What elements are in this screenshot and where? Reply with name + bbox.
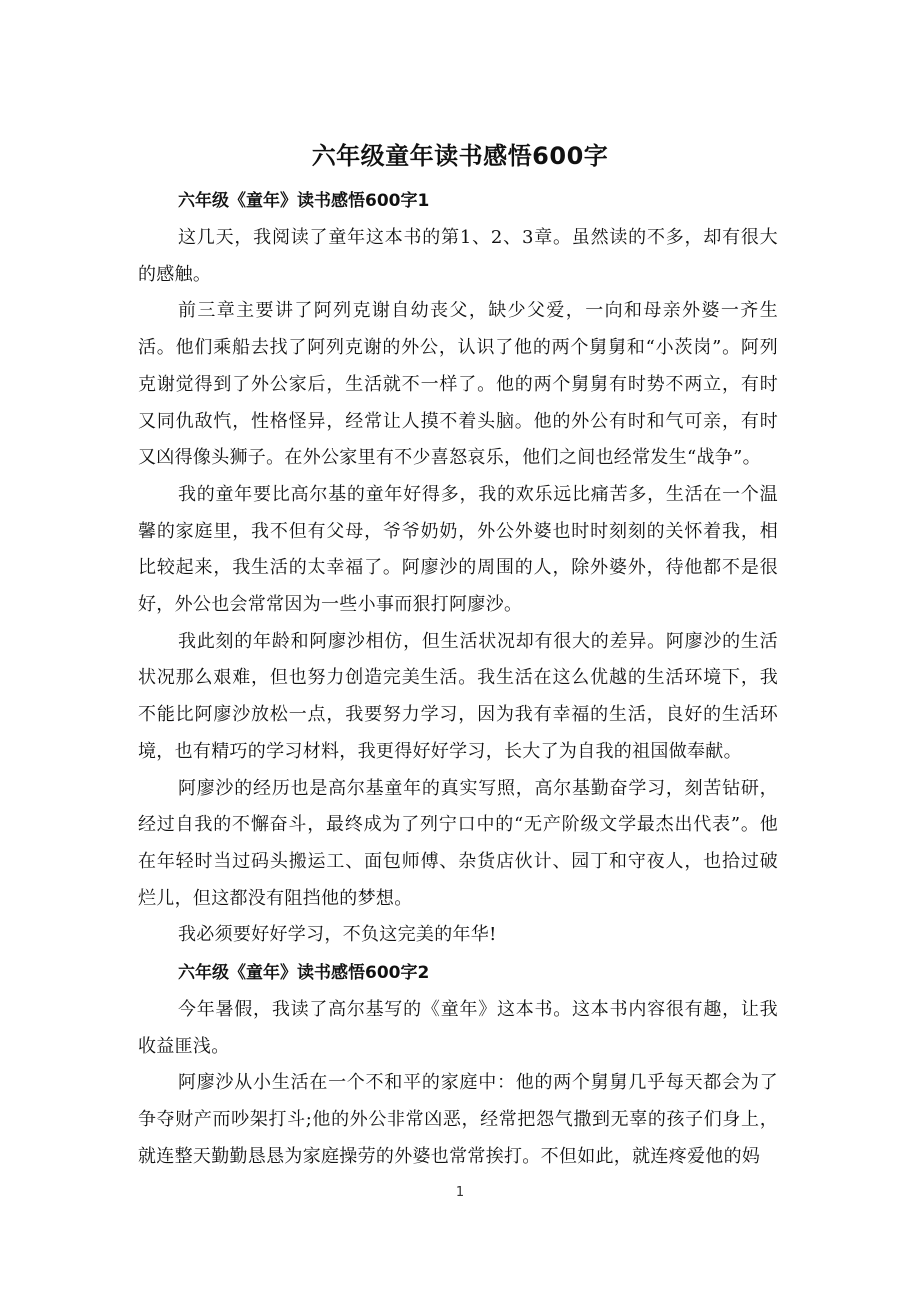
paragraph: 我必须要好好学习，不负这完美的年华!: [178, 924, 497, 946]
page-number: 1: [455, 1185, 465, 1200]
paragraph: 这几天，我阅读了童年这本书的第1、2、3章。虽然读的不多，却有很大的感触。: [138, 227, 778, 285]
paragraph: 我此刻的年龄和阿廖沙相仿，但生活状况却有很大的差异。阿廖沙的生活状况那么艰难，但也努力创造完美生活。我生活在这么优越的生活环境下，我不能比阿廖沙放松一点，我要努力学习，因为我有幸福的生活，良好的生活环境，也有精巧的学习材料，我更得好好学习，长大了为自我的祖国做奉献。: [138, 630, 778, 762]
paragraph: 阿廖沙从小生活在一个不和平的家庭中：他的两个舅舅几乎每天都会为了争夺财产而吵架打斗;他的外公非常凶恶，经常把怨气撒到无辜的孩子们身上，就连整天勤勤恳恳为家庭操劳的外婆也常常挨打。不但如此，就连疼爱他的妈: [138, 1072, 778, 1167]
section-heading: 六年级《童年》读书感悟600字2: [178, 963, 430, 984]
section-1: [138, 182, 778, 954]
document-body: [138, 182, 778, 1176]
section-2: [138, 954, 778, 1176]
paragraph: 阿廖沙的经历也是高尔基童年的真实写照，高尔基勤奋学习，刻苦钻研，经过自我的不懈奋斗，最终成为了列宁口中的“无产阶级文学最杰出代表”。他在年轻时当过码头搬运工、面包师傅、杂货店伙计、园丁和守夜人，也拾过破烂儿，但这都没有阻挡他的梦想。: [138, 777, 778, 909]
paragraph: 我的童年要比高尔基的童年好得多，我的欢乐远比痛苦多，生活在一个温馨的家庭里，我不但有父母，爷爷奶奶，外公外婆也时时刻刻的关怀着我，相比较起来，我生活的太幸福了。阿廖沙的周围的人，除外婆外，待他都不是很好，外公也会常常因为一些小事而狠打阿廖沙。: [138, 483, 778, 616]
paragraph: 前三章主要讲了阿列克谢自幼丧父，缺少父爱，一向和母亲外婆一齐生活。他们乘船去找了阿列克谢的外公，认识了他的两个舅舅和“小茨岗”。阿列克谢觉得到了外公家后，生活就不一样了。他的两个舅舅有时势不两立，有时又同仇敌忾，性格怪异，经常让人摸不着头脑。他的外公有时和气可亲，有时又凶得像头狮子。在外公家里有不少喜怒哀乐，他们之间也经常发生“战争”。: [138, 300, 778, 469]
section-heading: 六年级《童年》读书感悟600字1: [178, 191, 430, 211]
paragraph: 今年暑假，我读了高尔基写的《童年》这本书。这本书内容很有趣，让我收益匪浅。: [138, 999, 778, 1057]
document-title: 六年级童年读书感悟600字: [311, 142, 609, 170]
